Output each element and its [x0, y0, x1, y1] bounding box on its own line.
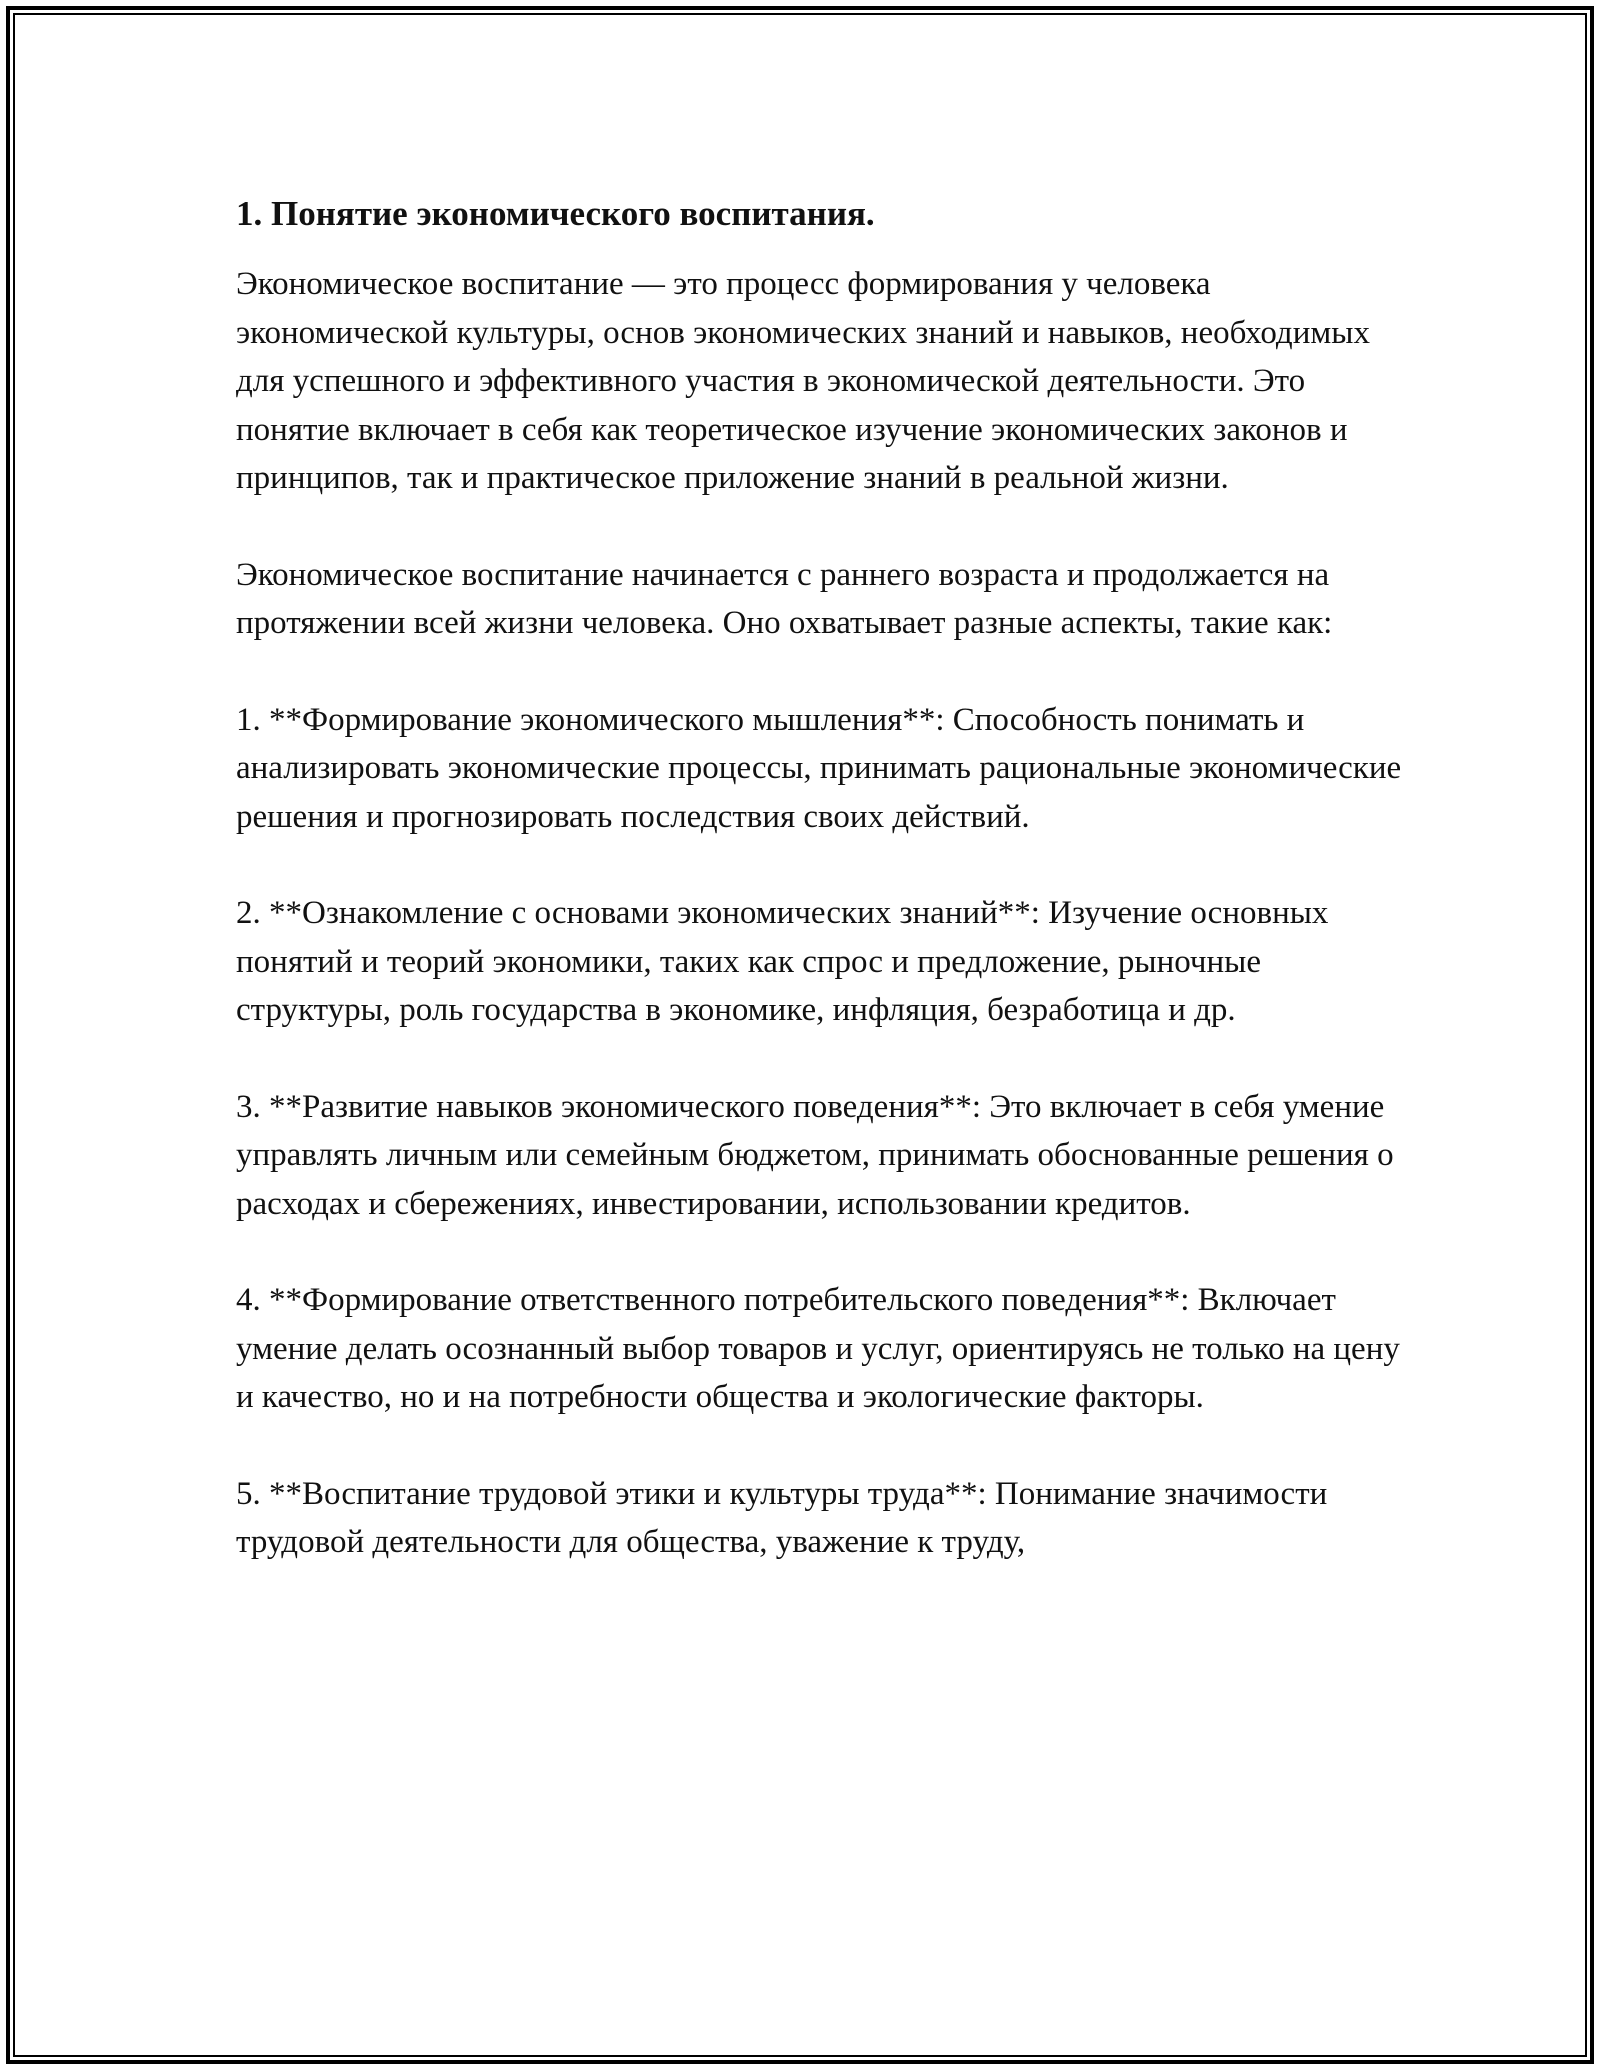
paragraph-intro-aspects: Экономическое воспитание начинается с раннего возраста и продолжается на протяжении всей жизни человека. Оно охватывает разные аспекты, такие как:: [236, 556, 1333, 641]
list-item-labor-ethics: 5. **Воспитание трудовой этики и культуры труда**: Понимание значимости трудовой деятельности для общества, уважение к труду,: [236, 1475, 1328, 1560]
list-item-economic-thinking: 1. **Формирование экономического мышления**: Способность понимать и анализировать экономические процессы, принимать рациональные экономические решения и прогнозировать последствия своих действий.: [236, 701, 1402, 835]
list-item-economic-knowledge: 2. **Ознакомление с основами экономических знаний**: Изучение основных понятий и теорий экономики, таких как спрос и предложение, рыночные структуры, роль государства в экономике, инфляция, безработица и др.: [236, 895, 1329, 1028]
document-body: [236, 186, 1416, 1567]
list-item-economic-behavior: 3. **Развитие навыков экономического поведения**: Это включает в себя умение управлять личным или семейным бюджетом, принимать обоснованные решения о расходах и сбережениях, инвестировании, использовании кредитов.: [236, 1088, 1394, 1222]
section-heading: 1. Понятие экономического воспитания.: [236, 194, 875, 233]
list-item-consumer-behavior: 4. **Формирование ответственного потребительского поведения**: Включает умение делать осознанный выбор товаров и услуг, ориентируясь не только на цену и качество, но и на потребности общества и экологические факторы.: [236, 1282, 1400, 1415]
paragraph-definition: Экономическое воспитание — это процесс формирования у человека экономической культуры, основ экономических знаний и навыков, необходимых для успешного и эффективного участия в экономической деятельности. Это понятие включает в себя как теоретическое изучение экономических законов и принципов, так и практическое приложение знаний в реальной жизни.: [236, 266, 1370, 496]
